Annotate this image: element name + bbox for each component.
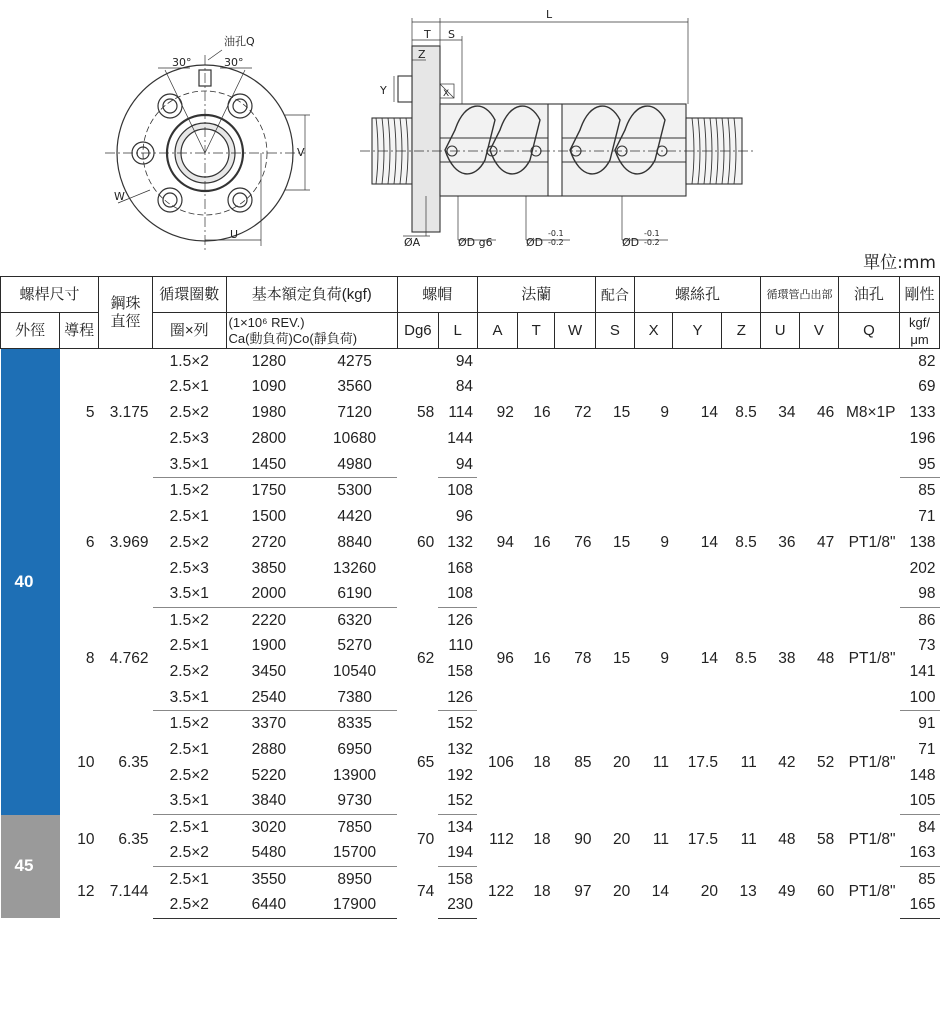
bolt-y-cell: 14 — [700, 650, 718, 668]
stiffness-cell: 141 — [909, 663, 936, 681]
co-cell: 10680 — [333, 430, 377, 448]
ball-dia-cell: 7.144 — [109, 883, 149, 901]
stiffness-cell: 196 — [909, 430, 936, 448]
label-t: T — [424, 28, 431, 41]
ball-dia-cell: 6.35 — [118, 831, 149, 849]
label-oil-hole: 油孔Q — [224, 35, 255, 48]
hdr-ball — [98, 277, 152, 349]
stiffness-cell: 100 — [900, 685, 940, 711]
fit-s-cell: 20 — [612, 831, 631, 849]
oil-q-cell: PT1/8" — [848, 650, 896, 668]
hdr-v: V — [800, 313, 839, 349]
ca-cell: 1500 — [251, 507, 287, 525]
circuits-cell: 1.5×2 — [169, 482, 209, 500]
hdr-fit-text: 配合 — [600, 286, 629, 303]
flange-w-cell: 76 — [574, 533, 592, 551]
stiffness-cell: 163 — [900, 840, 940, 866]
flange-w-cell: 85 — [574, 753, 592, 771]
flange-t-cell: 18 — [533, 883, 551, 901]
tube-u-cell: 36 — [778, 533, 796, 551]
tube-v-cell: 48 — [817, 650, 835, 668]
co-cell: 7850 — [337, 818, 372, 836]
circuits-cell: 2.5×1 — [169, 740, 209, 758]
table-row — [1, 711, 940, 737]
flange-t-cell: 16 — [533, 404, 551, 422]
tube-u-cell: 38 — [778, 650, 796, 668]
label-tol-upper-2: -0.1 — [644, 229, 660, 238]
tube-v-cell: 60 — [817, 883, 835, 901]
stiffness-cell: 82 — [918, 352, 936, 370]
lead-cell: 5 — [85, 404, 95, 422]
ca-cell: 6440 — [226, 892, 312, 918]
tube-v-cell: 47 — [817, 533, 835, 551]
bolt-x-cell: 11 — [652, 831, 669, 849]
table-header — [1, 277, 940, 349]
bolt-y-cell: 20 — [700, 883, 718, 901]
ca-cell: 2220 — [251, 611, 287, 629]
ball-dia-cell: 6.35 — [118, 753, 149, 771]
hdr-ca: Ca(動負荷) — [228, 330, 293, 346]
ball-dia-cell: 3.969 — [109, 533, 149, 551]
nut-l-cell: 110 — [448, 637, 474, 655]
hdr-l: L — [438, 313, 477, 349]
table-row — [1, 349, 940, 375]
dg6-cell: 58 — [417, 404, 435, 422]
lead-cell: 8 — [85, 650, 95, 668]
ca-cell: 1980 — [251, 404, 287, 422]
nut-l-cell: 230 — [438, 892, 477, 918]
stiffness-cell: 91 — [918, 715, 936, 733]
hdr-a: A — [477, 313, 518, 349]
label-s: S — [448, 28, 455, 41]
circuits-cell: 1.5×2 — [169, 715, 209, 733]
co-cell: 6950 — [337, 740, 372, 758]
ca-cell: 2880 — [251, 740, 287, 758]
dg6-cell: 70 — [417, 831, 435, 849]
hdr-outer-dia: 外徑 — [1, 313, 60, 349]
flange-w-cell: 97 — [574, 883, 592, 901]
label-u: U — [230, 228, 239, 241]
outer-dia-cell: 40 — [1, 349, 60, 815]
hdr-t: T — [518, 313, 555, 349]
ca-cell: 5480 — [226, 840, 312, 866]
hdr-load-rev: (1×10⁶ REV.) — [228, 314, 305, 330]
unit-label: 單位:mm — [863, 253, 936, 273]
co-cell: 3560 — [337, 378, 372, 396]
hdr-y: Y — [673, 313, 722, 349]
co-cell: 17900 — [312, 892, 398, 918]
lead-cell: 10 — [77, 831, 95, 849]
lead-cell: 12 — [77, 883, 95, 901]
hdr-ball-2: 直徑 — [110, 312, 141, 330]
bolt-x-cell: 9 — [660, 404, 669, 422]
dg6-cell: 62 — [417, 650, 435, 668]
flange-t-cell: 16 — [533, 650, 551, 668]
dg6-cell: 60 — [417, 533, 435, 551]
nut-l-cell: 192 — [447, 766, 474, 784]
hdr-s: S — [595, 313, 634, 349]
hdr-co: Co(靜負荷) — [292, 330, 358, 346]
co-cell: 4980 — [312, 452, 398, 478]
nut-l-cell: 94 — [455, 352, 474, 370]
flange-a-cell: 94 — [496, 533, 514, 551]
co-cell: 6190 — [312, 582, 398, 608]
hdr-bolt-hole: 螺絲孔 — [634, 277, 761, 313]
ca-cell: 3840 — [226, 789, 312, 815]
tube-v-cell: 52 — [817, 753, 835, 771]
ca-cell: 3020 — [251, 818, 287, 836]
circuits-cell: 2.5×2 — [169, 766, 209, 784]
table-row — [1, 866, 940, 892]
ca-cell: 3450 — [251, 663, 287, 681]
nut-l-cell: 132 — [447, 533, 474, 551]
hdr-stiff-unit-text: kgf/μm — [909, 314, 930, 347]
nut-l-cell: 84 — [455, 378, 474, 396]
hdr-dg6: Dg6 — [397, 313, 438, 349]
hdr-load: 基本額定負荷(kgf) — [226, 277, 397, 313]
circuits-cell: 2.5×2 — [153, 840, 226, 866]
stiffness-cell: 133 — [909, 404, 936, 422]
nut-l-cell: 132 — [447, 740, 474, 758]
flange-t-cell: 18 — [533, 831, 551, 849]
flange-a-cell: 122 — [488, 883, 514, 901]
bolt-x-cell: 11 — [652, 753, 669, 771]
flange-w-cell: 90 — [574, 831, 592, 849]
oil-q-cell: PT1/8" — [848, 533, 896, 551]
circuits-cell: 3.5×1 — [153, 582, 226, 608]
label-phi-a: ØA — [404, 236, 421, 249]
flange-a-cell: 96 — [496, 650, 514, 668]
tube-u-cell: 48 — [778, 831, 796, 849]
hdr-ca-co — [226, 313, 397, 349]
label-phi-d-g6: ØD g6 — [458, 236, 493, 249]
stiffness-cell: 84 — [918, 818, 936, 836]
co-cell: 4275 — [337, 352, 372, 370]
hdr-stiff-unit — [900, 313, 940, 349]
fit-s-cell: 20 — [612, 883, 631, 901]
stiffness-cell: 165 — [900, 892, 940, 918]
ca-cell: 2540 — [226, 685, 312, 711]
ca-cell: 1280 — [251, 352, 287, 370]
stiffness-cell: 85 — [918, 482, 936, 500]
bolt-z-cell: 13 — [739, 883, 757, 901]
tube-v-cell: 58 — [817, 831, 835, 849]
bolt-z-cell: 8.5 — [735, 650, 757, 668]
label-tol-lower-2: -0.2 — [644, 238, 660, 247]
ca-cell: 2000 — [226, 582, 312, 608]
ball-dia-cell: 3.175 — [109, 404, 149, 422]
ca-cell: 3370 — [251, 715, 287, 733]
tube-u-cell: 34 — [778, 404, 796, 422]
nut-l-cell: 158 — [447, 870, 474, 888]
label-z: Z — [418, 48, 426, 61]
hdr-z: Z — [722, 313, 761, 349]
hdr-x: X — [634, 313, 673, 349]
ca-cell: 1450 — [226, 452, 312, 478]
nut-l-cell: 94 — [438, 452, 477, 478]
ca-cell: 1090 — [251, 378, 287, 396]
circuits-cell: 3.5×1 — [153, 452, 226, 478]
stiffness-cell: 73 — [918, 637, 936, 655]
stiffness-cell: 69 — [918, 378, 936, 396]
circuits-cell: 2.5×1 — [169, 870, 209, 888]
co-cell: 8840 — [337, 533, 372, 551]
label-y: Y — [380, 84, 387, 97]
tube-u-cell: 49 — [778, 883, 796, 901]
stiffness-cell: 86 — [918, 611, 936, 629]
label-tol-upper-1: -0.1 — [548, 229, 564, 238]
fit-s-cell: 15 — [612, 404, 631, 422]
co-cell: 13260 — [333, 559, 377, 577]
bolt-z-cell: 8.5 — [735, 533, 757, 551]
label-v: V — [297, 146, 305, 159]
flange-t-cell: 16 — [533, 533, 551, 551]
co-cell: 5270 — [337, 637, 372, 655]
bolt-z-cell: 11 — [740, 831, 757, 849]
flange-t-cell: 18 — [533, 753, 551, 771]
flange-a-cell: 112 — [489, 831, 514, 849]
hdr-tube: 循環管凸出部 — [761, 277, 839, 313]
table-row — [1, 607, 940, 633]
oil-q-cell: PT1/8" — [848, 753, 896, 771]
bolt-y-cell: 14 — [700, 404, 718, 422]
outer-dia-cell: 45 — [1, 815, 60, 919]
hdr-lead: 導程 — [60, 313, 99, 349]
stiffness-cell: 138 — [909, 533, 936, 551]
bolt-y-cell: 17.5 — [687, 831, 718, 849]
nut-l-cell: 108 — [447, 482, 474, 500]
hdr-stiff: 剛性 — [900, 277, 940, 313]
stiffness-cell: 71 — [918, 507, 936, 525]
co-cell: 10540 — [333, 663, 377, 681]
circuits-cell: 2.5×1 — [169, 637, 209, 655]
ca-cell: 2800 — [251, 430, 287, 448]
hdr-fit — [595, 277, 634, 313]
nut-l-cell: 126 — [438, 685, 477, 711]
hdr-flange: 法蘭 — [477, 277, 595, 313]
ca-cell: 1900 — [251, 637, 287, 655]
nut-l-cell: 114 — [448, 404, 474, 422]
co-cell: 4420 — [337, 507, 372, 525]
hdr-screw-size: 螺桿尺寸 — [1, 277, 99, 313]
circuits-cell: 3.5×1 — [153, 789, 226, 815]
bolt-y-cell: 14 — [700, 533, 718, 551]
hdr-u: U — [761, 313, 800, 349]
flange-a-cell: 106 — [488, 753, 514, 771]
ball-dia-cell: 4.762 — [109, 650, 149, 668]
label-angle-right: 30° — [224, 56, 244, 69]
flange-w-cell: 72 — [574, 404, 592, 422]
label-x: X — [443, 89, 450, 99]
circuits-cell: 2.5×2 — [169, 663, 209, 681]
co-cell: 9730 — [312, 789, 398, 815]
bolt-z-cell: 11 — [740, 753, 757, 771]
bolt-y-cell: 17.5 — [687, 753, 718, 771]
hdr-circuits: 循環圈數 — [153, 277, 226, 313]
circuits-cell: 1.5×2 — [169, 352, 209, 370]
fit-s-cell: 20 — [612, 753, 631, 771]
bolt-x-cell: 9 — [660, 533, 669, 551]
flange-front-view — [105, 50, 310, 250]
stiffness-cell: 95 — [900, 452, 940, 478]
stiffness-cell: 105 — [900, 789, 940, 815]
ca-cell: 5220 — [251, 766, 287, 784]
fit-s-cell: 15 — [612, 650, 631, 668]
lead-cell: 10 — [77, 753, 95, 771]
nut-l-cell: 108 — [438, 582, 477, 608]
circuits-cell: 2.5×3 — [169, 430, 209, 448]
circuits-cell: 2.5×2 — [153, 892, 226, 918]
dg6-cell: 74 — [417, 883, 435, 901]
stiffness-cell: 85 — [918, 870, 936, 888]
circuits-cell: 2.5×3 — [169, 559, 209, 577]
ca-cell: 3850 — [251, 559, 287, 577]
tube-v-cell: 46 — [817, 404, 835, 422]
hdr-circuits-unit: 圈×列 — [153, 313, 226, 349]
bolt-z-cell: 8.5 — [735, 404, 757, 422]
circuits-cell: 2.5×1 — [169, 818, 209, 836]
oil-q-cell: PT1/8" — [848, 883, 896, 901]
label-tol-lower-1: -0.2 — [548, 238, 564, 247]
ball-screw-drawing — [0, 0, 942, 250]
label-angle-left: 30° — [172, 56, 192, 69]
stiffness-cell: 148 — [909, 766, 936, 784]
label-phi-d-2: ØD — [622, 236, 640, 249]
circuits-cell: 2.5×2 — [169, 404, 209, 422]
bolt-x-cell: 14 — [651, 883, 669, 901]
label-w: W — [114, 190, 125, 203]
ca-cell: 1750 — [251, 482, 287, 500]
circuits-cell: 3.5×1 — [153, 685, 226, 711]
nut-l-cell: 168 — [447, 559, 474, 577]
nut-l-cell: 194 — [438, 840, 477, 866]
hdr-q: Q — [838, 313, 899, 349]
lead-cell: 6 — [85, 533, 95, 551]
table-body — [1, 349, 940, 919]
bolt-x-cell: 9 — [660, 650, 669, 668]
nut-l-cell: 126 — [447, 611, 474, 629]
circuits-cell: 2.5×1 — [169, 507, 209, 525]
stiffness-cell: 202 — [909, 559, 936, 577]
nut-l-cell: 158 — [447, 663, 474, 681]
co-cell: 7380 — [312, 685, 398, 711]
table-row — [1, 815, 940, 841]
flange-a-cell: 92 — [496, 404, 514, 422]
stiffness-cell: 98 — [900, 582, 940, 608]
table-row — [1, 478, 940, 504]
oil-q-cell: M8×1P — [845, 404, 896, 422]
spec-table — [0, 276, 940, 919]
nut-l-cell: 96 — [455, 507, 474, 525]
ca-cell: 3550 — [251, 870, 287, 888]
hdr-ball-1: 鋼珠 — [110, 294, 141, 312]
tube-u-cell: 42 — [778, 753, 796, 771]
stiffness-cell: 71 — [918, 740, 936, 758]
nut-l-cell: 152 — [447, 715, 474, 733]
co-cell: 8950 — [337, 870, 372, 888]
nut-l-cell: 152 — [438, 789, 477, 815]
circuits-cell: 2.5×1 — [169, 378, 209, 396]
co-cell: 15700 — [312, 840, 398, 866]
hdr-w: W — [555, 313, 596, 349]
dg6-cell: 65 — [417, 753, 435, 771]
co-cell: 7120 — [337, 404, 372, 422]
co-cell: 13900 — [333, 766, 377, 784]
co-cell: 8335 — [337, 715, 372, 733]
label-phi-d-1: ØD — [526, 236, 544, 249]
hdr-oil: 油孔 — [838, 277, 899, 313]
hdr-nut: 螺帽 — [397, 277, 477, 313]
fit-s-cell: 15 — [612, 533, 631, 551]
label-l: L — [546, 8, 553, 21]
nut-l-cell: 134 — [447, 818, 474, 836]
circuits-cell: 1.5×2 — [169, 611, 209, 629]
co-cell: 5300 — [337, 482, 372, 500]
circuits-cell: 2.5×2 — [169, 533, 209, 551]
flange-w-cell: 78 — [574, 650, 592, 668]
co-cell: 6320 — [337, 611, 372, 629]
oil-q-cell: PT1/8" — [848, 831, 896, 849]
ca-cell: 2720 — [251, 533, 287, 551]
nut-l-cell: 144 — [447, 430, 474, 448]
